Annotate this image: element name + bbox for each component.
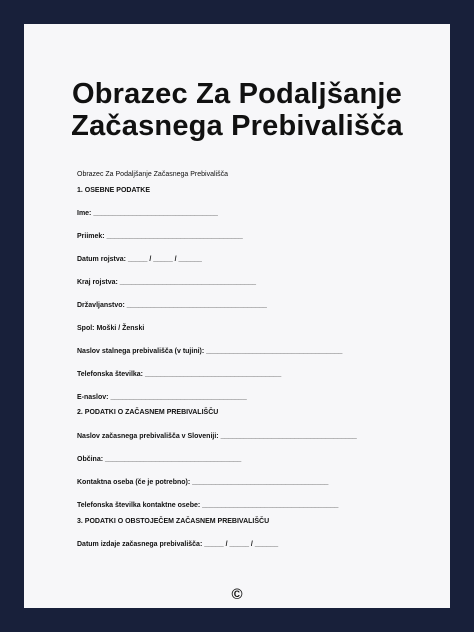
- document-page: [24, 24, 450, 608]
- section-heading-temporary: 2. PODATKI O ZAČASNEM PREBIVALIŠČU: [77, 409, 219, 416]
- document-title: [24, 78, 450, 142]
- field-contact-person: Kontaktna oseba (če je potrebno): ___________________________________: [77, 479, 329, 486]
- field-birth-place: Kraj rojstva: ___________________________________: [77, 279, 257, 286]
- field-gender: Spol: Moški / Ženski: [77, 325, 145, 332]
- field-citizenship: Državljanstvo: ____________________________________: [77, 302, 267, 309]
- field-name: Ime: ________________________________: [77, 210, 218, 217]
- title-line-1: Obrazec Za Podaljšanje: [72, 78, 402, 110]
- field-contact-phone: Telefonska številka kontaktne osebe: ___________________________________: [77, 502, 339, 509]
- section-heading-personal: 1. OSEBNE PODATKE: [77, 187, 150, 194]
- copyright-icon: ©: [231, 586, 243, 603]
- form-subtitle: Obrazec Za Podaljšanje Začasnega Prebivališča: [77, 171, 228, 178]
- field-temp-address: Naslov začasnega prebivališča v Sloveniji: ___________________________________: [77, 433, 357, 440]
- field-birth-date: Datum rojstva: _____ / _____ / ______: [77, 256, 202, 263]
- field-issue-date: Datum izdaje začasnega prebivališča: _____ / _____ / ______: [77, 541, 279, 548]
- field-municipality: Občina: ___________________________________: [77, 456, 242, 463]
- title-line-2: Začasnega Prebivališča: [71, 110, 403, 142]
- field-permanent-address: Naslov stalnega prebivališča (v tujini): ___________________________________: [77, 348, 343, 355]
- field-email: E-naslov: ___________________________________: [77, 394, 247, 401]
- section-heading-existing: 3. PODATKI O OBSTOJEČEM ZAČASNEM PREBIVALIŠČU: [77, 518, 270, 525]
- field-surname: Priimek: ___________________________________: [77, 233, 243, 240]
- field-phone: Telefonska številka: ___________________________________: [77, 371, 282, 378]
